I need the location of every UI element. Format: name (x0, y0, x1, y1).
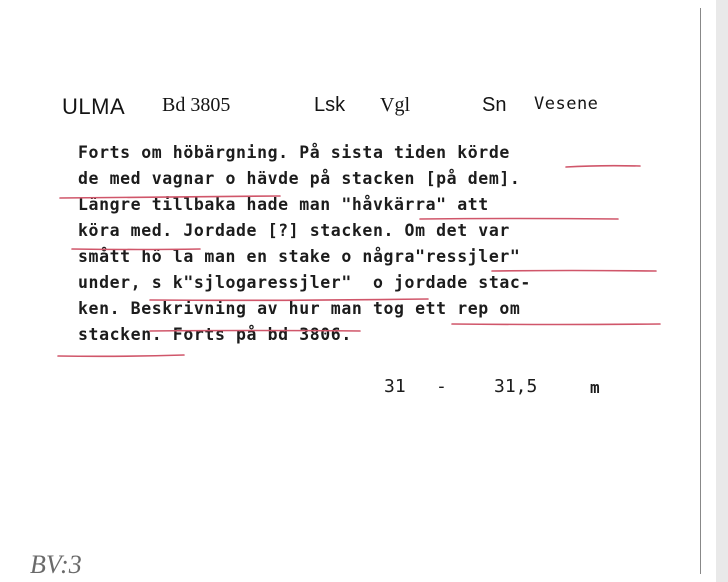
underline-ressjler (492, 271, 656, 272)
underline-vagnar (60, 196, 280, 198)
underline-beskrivning (150, 331, 360, 332)
archive-code: ULMA (62, 94, 126, 119)
body-line: de med vagnar o hävde på stacken [på dem]. (78, 169, 521, 188)
underline-kora-med (72, 249, 200, 250)
underline-korde (566, 166, 640, 167)
body-line: smått hö la man en stake o några"ressjler" (78, 247, 521, 266)
red-underlines (58, 166, 660, 357)
volume-number: Bd 3805 (162, 94, 231, 116)
underline-sjlogaressjler (150, 299, 428, 300)
body-line: köra med. Jordade [?] stacken. Om det var (78, 221, 510, 240)
body-line: stacken. Forts på bd 3806. (78, 325, 352, 344)
parish-label: Sn (482, 94, 507, 116)
body-line: Längre tillbaka hade man "håvkärra" att (78, 195, 489, 214)
underline-stacken (58, 355, 184, 356)
underline-tog-rep (452, 324, 660, 325)
measure-dash: - (436, 376, 447, 397)
measure-to: 31,5 (494, 376, 538, 397)
body-line: ken. Beskrivning av hur man tog ett rep om (78, 299, 521, 318)
district-code: Vgl (380, 94, 410, 116)
parish-name: Vesene (534, 94, 599, 114)
archive-stamp: BV:3 (30, 550, 82, 579)
measure-unit: m (590, 378, 600, 397)
county-code: Lsk (314, 94, 346, 116)
underline-havkarra (420, 219, 618, 220)
measure-from: 31 (384, 376, 406, 397)
body-line: under, s k"sjlogaressjler" o jordade stac- (78, 273, 531, 292)
body-line: Forts om höbärgning. På sista tiden körde (78, 143, 510, 162)
